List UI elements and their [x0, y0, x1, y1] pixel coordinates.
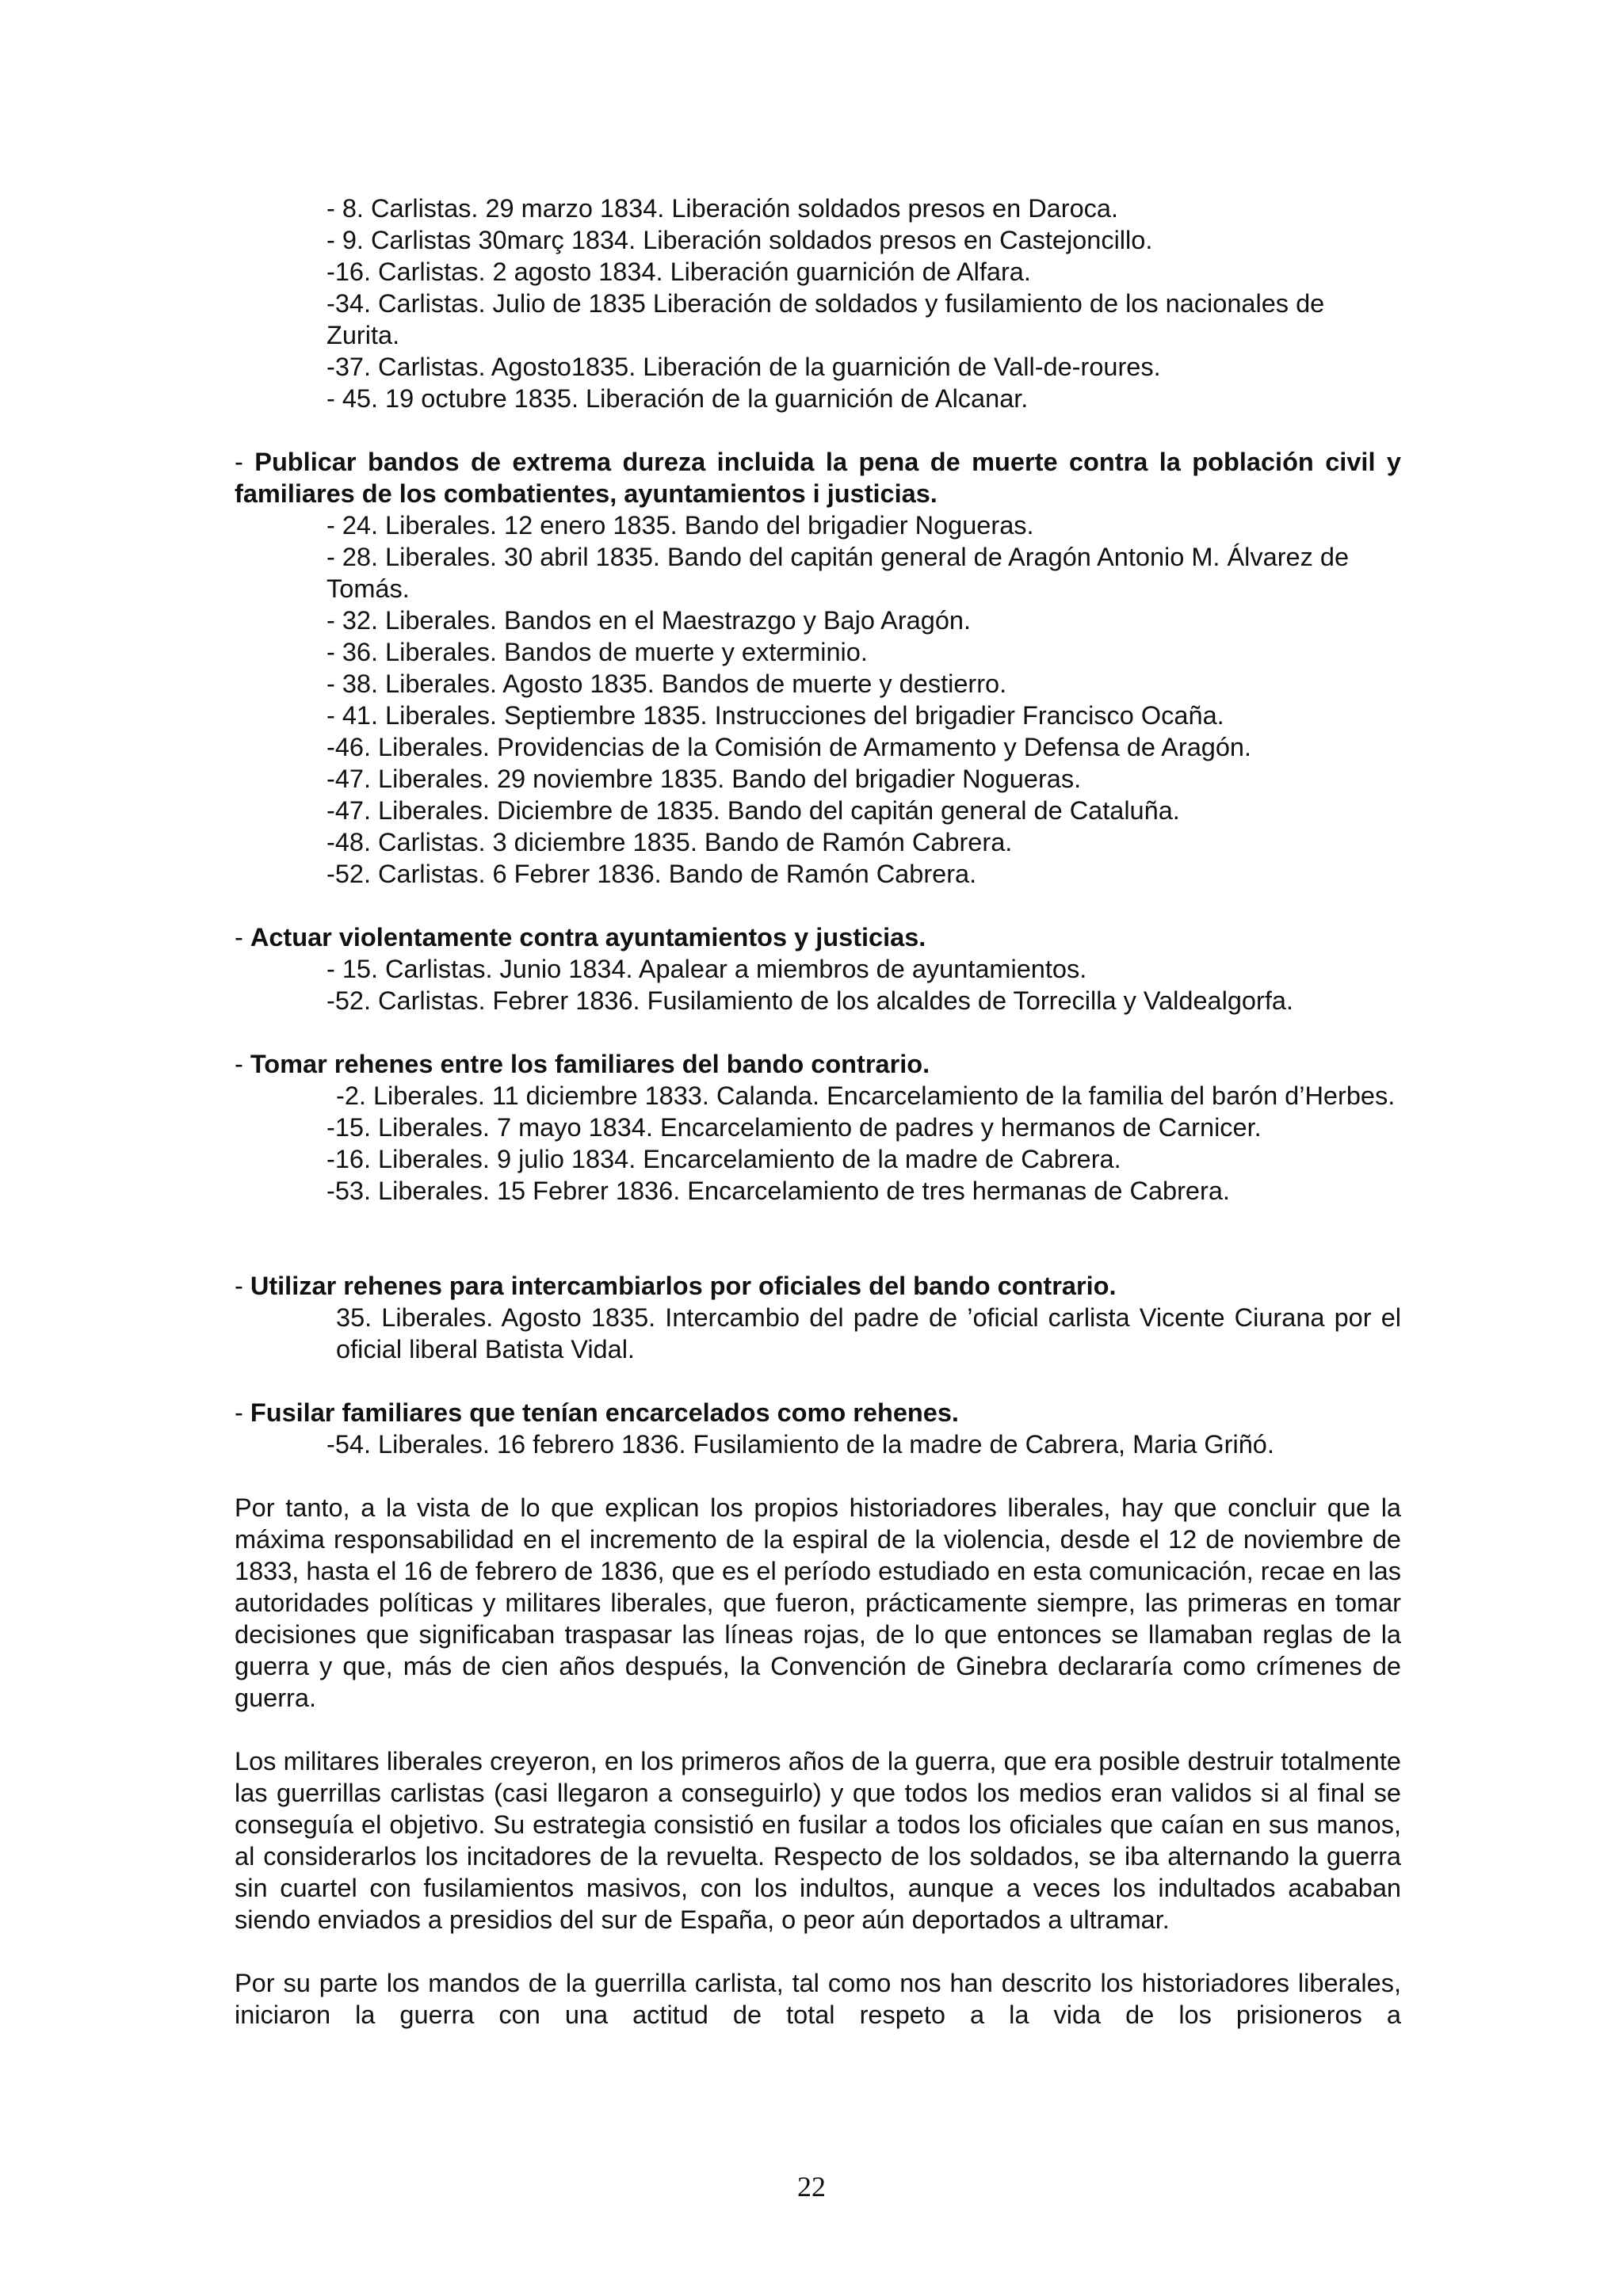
list-item: -48. Carlistas. 3 diciembre 1835. Bando de Ramón Cabrera.	[327, 828, 1013, 856]
ayuntamientos-list	[235, 953, 1401, 1016]
heading-dash: -	[235, 1050, 250, 1078]
body-paragraph: Los militares liberales creyeron, en los primeros años de la guerra, que era posible destruir totalmente las guerrillas carlistas (casi llegaron a conseguirlo) y que todos los medios eran validos si al final se conseguía el objetivo. Su estrategia consistió en fusilar a todos los oficiales que caían en sus manos, al considerarlos los incitadores de la revuelta. Respecto de los soldados, se iba alternando la guerra sin cuartel con fusilamientos masivos, con los indultos, aunque a veces los indultados acababan siendo enviados a presidios del sur de España, o peor aún deportados a ultramar.	[235, 1747, 1401, 1934]
heading-text: Actuar violentamente contra ayuntamientos y justicias.	[250, 923, 926, 952]
list-item: -34. Carlistas. Julio de 1835 Liberación de soldados y fusilamiento de los nacionales de Zurita.	[327, 289, 1325, 349]
liberation-list	[235, 193, 1401, 414]
list-item: - 36. Liberales. Bandos de muerte y exterminio.	[327, 638, 868, 666]
list-item: -2. Liberales. 11 diciembre 1833. Calanda. Encarcelamiento de la familia del barón d’Herbes.	[336, 1081, 1396, 1110]
list-item: -37. Carlistas. Agosto1835. Liberación de la guarnición de Vall-de-roures.	[327, 353, 1161, 381]
page-number: 22	[797, 2171, 826, 2203]
body-paragraph: Por su parte los mandos de la guerrilla carlista, tal como nos han descrito los historiadores liberales, iniciaron la guerra con una actitud de total respeto a la vida de los prisioneros a	[235, 1969, 1401, 2029]
list-item: -16. Liberales. 9 julio 1834. Encarcelamiento de la madre de Cabrera.	[327, 1145, 1121, 1173]
page-content	[235, 193, 1401, 2031]
heading-dash: -	[235, 1272, 250, 1300]
list-item: - 45. 19 octubre 1835. Liberación de la guarnición de Alcanar.	[327, 384, 1029, 413]
rehenes-list	[235, 1080, 1401, 1207]
heading-dash: -	[235, 1398, 250, 1427]
heading-dash: -	[235, 448, 255, 476]
list-item: - 32. Liberales. Bandos en el Maestrazgo y Bajo Aragón.	[327, 606, 971, 635]
fusilar-list	[235, 1428, 1401, 1460]
list-item: -16. Carlistas. 2 agosto 1834. Liberación guarnición de Alfara.	[327, 257, 1031, 286]
list-item: 35. Liberales. Agosto 1835. Intercambio del padre de ’oficial carlista Vicente Ciurana por el oficial liberal Batista Vidal.	[336, 1303, 1401, 1363]
bandos-list	[235, 509, 1401, 890]
list-item: -52. Carlistas. 6 Febrer 1836. Bando de Ramón Cabrera.	[327, 860, 977, 888]
section-heading	[235, 921, 1401, 953]
section-heading	[235, 1048, 1401, 1080]
list-item: -46. Liberales. Providencias de la Comisión de Armamento y Defensa de Aragón.	[327, 733, 1252, 761]
list-item: -53. Liberales. 15 Febrer 1836. Encarcelamiento de tres hermanas de Cabrera.	[327, 1177, 1230, 1205]
list-item: -52. Carlistas. Febrer 1836. Fusilamiento de los alcaldes de Torrecilla y Valdealgorfa.	[327, 986, 1293, 1015]
list-item: - 28. Liberales. 30 abril 1835. Bando del capitán general de Aragón Antonio M. Álvarez de Tomás.	[327, 543, 1350, 603]
intercambio-list	[235, 1302, 1401, 1365]
list-item: -47. Liberales. Diciembre de 1835. Bando del capitán general de Cataluña.	[327, 796, 1180, 825]
section-heading	[235, 1270, 1401, 1302]
list-item: - 9. Carlistas 30març 1834. Liberación soldados presos en Castejoncillo.	[327, 226, 1153, 254]
list-item: - 24. Liberales. 12 enero 1835. Bando del brigadier Nogueras.	[327, 511, 1034, 540]
body-paragraph: Por tanto, a la vista de lo que explican los propios historiadores liberales, hay que concluir que la máxima responsabilidad en el incremento de la espiral de la violencia, desde el 12 de noviembre de 1833, hasta el 16 de febrero de 1836, que es el período estudiado en esta comunicación, recae en las autoridades políticas y militares liberales, que fueron, prácticamente siempre, las primeras en tomar decisiones que significaban traspasar las líneas rojas, de lo que entonces se llamaban reglas de la guerra y que, más de cien años después, la Convención de Ginebra declararía como crímenes de guerra.	[235, 1493, 1401, 1712]
list-item: - 8. Carlistas. 29 marzo 1834. Liberación soldados presos en Daroca.	[327, 194, 1118, 223]
section-heading	[235, 446, 1401, 509]
list-item: - 15. Carlistas. Junio 1834. Apalear a miembros de ayuntamientos.	[327, 955, 1087, 983]
list-item: -54. Liberales. 16 febrero 1836. Fusilamiento de la madre de Cabrera, Maria Griñó.	[327, 1430, 1274, 1459]
list-item: -15. Liberales. 7 mayo 1834. Encarcelamiento de padres y hermanos de Carnicer.	[327, 1113, 1262, 1142]
list-item: - 41. Liberales. Septiembre 1835. Instrucciones del brigadier Francisco Ocaña.	[327, 701, 1224, 730]
heading-text: Fusilar familiares que tenían encarcelados como rehenes.	[250, 1398, 959, 1427]
heading-dash: -	[235, 923, 250, 952]
list-item: -47. Liberales. 29 noviembre 1835. Bando del brigadier Nogueras.	[327, 765, 1082, 793]
section-heading	[235, 1397, 1401, 1428]
list-item: - 38. Liberales. Agosto 1835. Bandos de muerte y destierro.	[327, 669, 1007, 698]
heading-text: Tomar rehenes entre los familiares del bando contrario.	[250, 1050, 930, 1078]
heading-text: Publicar bandos de extrema dureza incluida la pena de muerte contra la población civil y familiares de los combatientes, ayuntamientos i justicias.	[235, 448, 1401, 508]
heading-text: Utilizar rehenes para intercambiarlos por oficiales del bando contrario.	[250, 1272, 1117, 1300]
